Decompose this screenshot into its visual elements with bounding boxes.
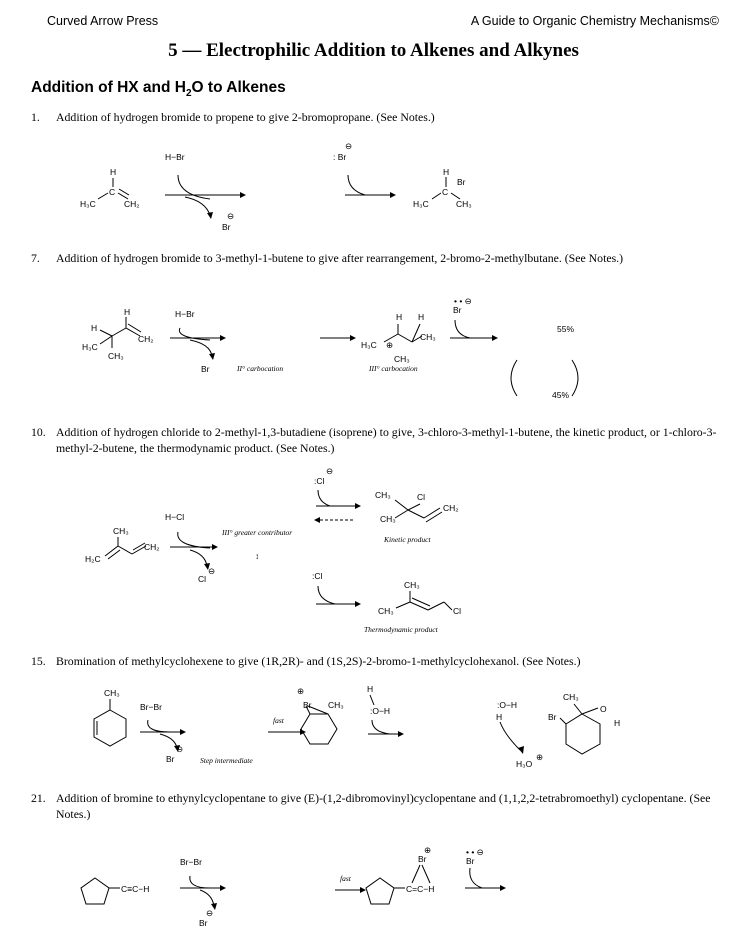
svg-text:CH₃: CH₃ (456, 199, 472, 209)
cyclohexane-ring (301, 714, 337, 744)
svg-text:CH₃: CH₃ (378, 606, 394, 616)
svg-text:CH₃: CH₃ (394, 354, 410, 364)
svg-text:Br−Br: Br−Br (140, 702, 162, 712)
svg-text:55%: 55% (557, 324, 575, 334)
svg-text:III° greater contributor: III° greater contributor (222, 528, 293, 537)
svg-text:H: H (496, 712, 503, 722)
svg-text::O−H: :O−H (370, 706, 391, 716)
svg-text:⊕: ⊕ (536, 752, 544, 762)
svg-text:Step intermediate: Step intermediate (200, 756, 253, 765)
svg-text:H: H (396, 312, 403, 322)
svg-text:↕: ↕ (255, 551, 260, 561)
svg-text:H−Cl: H−Cl (165, 512, 185, 522)
svg-text:Kinetic product: Kinetic product (384, 535, 431, 544)
svg-text:⊖: ⊖ (176, 744, 184, 754)
svg-text:Br−Br: Br−Br (180, 857, 202, 867)
svg-text::O−H: :O−H (497, 700, 518, 710)
scheme-10 (0, 462, 747, 652)
svg-text:Br: Br (548, 712, 557, 722)
svg-text:H₃C: H₃C (82, 342, 98, 352)
svg-text:C: C (109, 187, 116, 197)
svg-text:Cl: Cl (417, 492, 426, 502)
svg-text:C: C (442, 187, 449, 197)
svg-text:• • ⊖: • • ⊖ (466, 847, 484, 857)
svg-text:H: H (367, 684, 374, 694)
svg-text:H: H (418, 312, 425, 322)
svg-text:Br: Br (466, 856, 475, 866)
svg-text:H₂C: H₂C (85, 554, 101, 564)
svg-text:CH₃: CH₃ (108, 351, 124, 361)
scheme-21 (0, 828, 747, 938)
svg-text:Cl: Cl (453, 606, 462, 616)
svg-text:Br: Br (418, 854, 427, 864)
svg-text:H₃O: H₃O (516, 759, 533, 769)
svg-text:C=C−H: C=C−H (406, 884, 435, 894)
svg-text:CH₃: CH₃ (113, 526, 129, 536)
svg-text:CH₂: CH₂ (138, 334, 154, 344)
svg-text:Br: Br (453, 305, 462, 315)
svg-text:H: H (614, 718, 621, 728)
h-label: H (110, 167, 117, 177)
svg-text:Cl: Cl (198, 574, 207, 584)
header-right: A Guide to Organic Chemistry Mechanisms© (470, 14, 719, 28)
svg-text:H₃C: H₃C (80, 199, 96, 209)
svg-text:CH₃: CH₃ (563, 692, 579, 702)
cyclohexene-ring (94, 710, 126, 746)
svg-text:H−Br: H−Br (165, 152, 185, 162)
header-left: Curved Arrow Press (47, 14, 159, 28)
svg-text::Cl: :Cl (314, 476, 325, 486)
svg-text:Br: Br (222, 222, 231, 232)
svg-text:⊕: ⊕ (424, 845, 432, 855)
svg-text::Cl: :Cl (312, 571, 323, 581)
svg-text:⊖: ⊖ (206, 908, 214, 918)
svg-text:Br: Br (457, 177, 466, 187)
svg-text:H: H (91, 323, 98, 333)
svg-text:CH₃: CH₃ (404, 580, 420, 590)
svg-text:⊖: ⊖ (227, 211, 235, 221)
svg-text:CH₃: CH₃ (375, 490, 391, 500)
svg-text:H: H (124, 307, 131, 317)
svg-text:II° carbocation: II° carbocation (237, 364, 284, 373)
svg-text:O: O (600, 704, 607, 714)
svg-text:CH₃: CH₃ (104, 688, 120, 698)
cyclopentane-ring-2 (366, 878, 394, 904)
page-title: 5 — Electrophilic Addition to Alkenes and Alkynes (168, 40, 579, 61)
svg-text:H−Br: H−Br (175, 309, 195, 319)
svg-text:Br: Br (303, 700, 312, 710)
svg-text:H: H (443, 167, 450, 177)
svg-text:CH₃: CH₃ (420, 332, 436, 342)
svg-text:III° carbocation: III° carbocation (369, 364, 418, 373)
svg-text:Thermodynamic product: Thermodynamic product (364, 625, 438, 634)
svg-text:CH₂: CH₂ (144, 542, 160, 552)
svg-text:⊕: ⊕ (297, 686, 305, 696)
svg-text:⊖: ⊖ (208, 566, 216, 576)
svg-text:⊖: ⊖ (345, 141, 353, 151)
svg-text:CH₃: CH₃ (380, 514, 396, 524)
svg-text:• • ⊖: • • ⊖ (454, 296, 472, 306)
svg-text:C≡C−H: C≡C−H (121, 884, 150, 894)
svg-text:Br: Br (166, 754, 175, 764)
svg-text:fast: fast (273, 716, 284, 725)
svg-text:⊕: ⊕ (386, 340, 394, 350)
svg-text:Br: Br (201, 364, 210, 374)
scheme-1 (0, 135, 747, 235)
svg-text:fast: fast (340, 874, 351, 883)
scheme-7 (0, 280, 747, 410)
svg-text:Br: Br (199, 918, 208, 928)
svg-text:45%: 45% (552, 390, 570, 400)
svg-text:⊖: ⊖ (326, 466, 334, 476)
svg-text:CH₂: CH₂ (124, 199, 140, 209)
svg-text:H₃C: H₃C (361, 340, 377, 350)
svg-text:H₃C: H₃C (413, 199, 429, 209)
scheme-15 (0, 680, 747, 780)
product-ring (566, 714, 600, 754)
svg-text:: Br: : Br (333, 152, 347, 162)
cyclopentane-ring (81, 878, 109, 904)
section-heading: Addition of HX and $H_2O$ to Alkenes (31, 79, 286, 100)
svg-text:CH₂: CH₂ (443, 503, 459, 513)
svg-text:CH₃: CH₃ (328, 700, 344, 710)
